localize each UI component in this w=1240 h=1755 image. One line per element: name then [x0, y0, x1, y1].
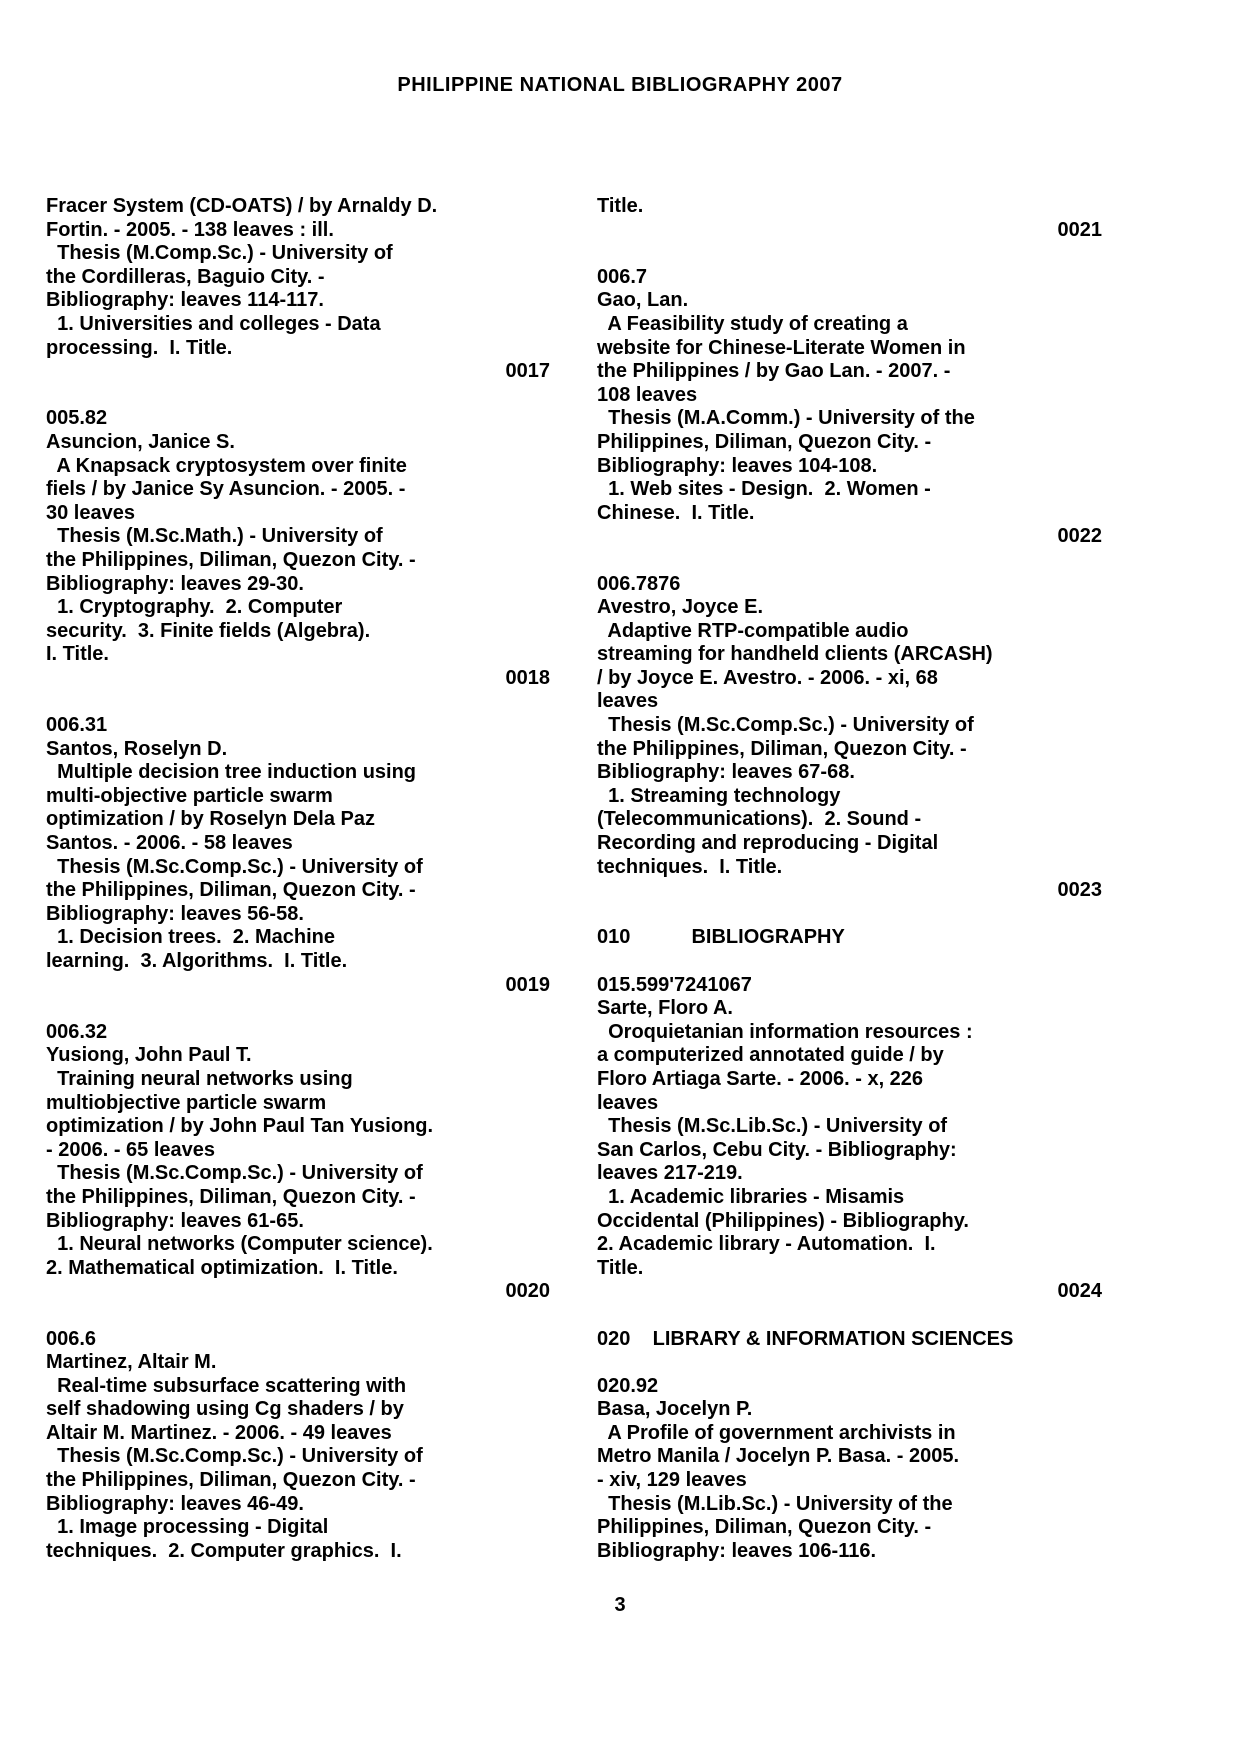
text-line: 1. Cryptography. 2. Computer [46, 596, 343, 619]
text-line: 108 leaves [597, 383, 698, 406]
text-line: a computerized annotated guide / by [597, 1044, 944, 1067]
entry-number: 0019 [505, 973, 550, 996]
text-line: Gao, Lan. [597, 289, 689, 312]
blank-line [46, 1304, 550, 1328]
text-line: the Cordilleras, Baguio City. - [46, 265, 325, 288]
text-line: Bibliography: leaves 104-108. [597, 454, 878, 477]
text-line: Santos, Roselyn D. [46, 737, 228, 760]
entry-number: 0020 [505, 1280, 550, 1303]
text-line: Bibliography: leaves 114-117. [46, 289, 324, 312]
text-line: 2. Academic library - Automation. I. [597, 1233, 936, 1256]
text-line: San Carlos, Cebu City. - Bibliography: [597, 1138, 957, 1161]
blank-line [46, 384, 550, 408]
text-line: 006.7 [597, 265, 648, 288]
text-line: - xiv, 129 leaves [597, 1469, 747, 1492]
text-line: Basa, Jocelyn P. [597, 1398, 753, 1421]
text-line: the Philippines, Diliman, Quezon City. - [597, 737, 967, 760]
text-line: Adaptive RTP-compatible audio [597, 619, 909, 642]
text-line: Yusiong, John Paul T. [46, 1044, 252, 1067]
blank-line [597, 1304, 1102, 1328]
text-line: Thesis (M.Sc.Comp.Sc.) - University of [597, 714, 974, 737]
text-line: 015.599'7241067 [597, 973, 752, 996]
text-line: leaves [597, 690, 659, 713]
entry-number: 0018 [505, 666, 550, 689]
text-line: Altair M. Martinez. - 2006. - 49 leaves [46, 1421, 392, 1444]
entry-number: 0024 [1057, 1280, 1102, 1303]
text-line: website for Chinese-Literate Women in [597, 336, 966, 359]
text-line: Bibliography: leaves 106-116. [597, 1539, 877, 1562]
text-line: Thesis (M.Sc.Math.) - University of [46, 525, 383, 548]
text-line: Martinez, Altair M. [46, 1351, 217, 1374]
text-line: Thesis (M.Sc.Lib.Sc.) - University of [597, 1115, 948, 1138]
text-line: security. 3. Finite fields (Algebra). [46, 619, 371, 642]
text-line: 1. Neural networks (Computer science). [46, 1233, 433, 1256]
text-line: optimization / by John Paul Tan Yusiong. [46, 1115, 434, 1138]
text-line: multi-objective particle swarm [46, 784, 333, 807]
text-line: processing. I. Title. [46, 336, 233, 359]
text-line: Avestro, Joyce E. [597, 596, 764, 619]
text-line: 006.32 [46, 1020, 108, 1043]
text-line: 1. Web sites - Design. 2. Women - [597, 478, 931, 501]
text-line: 1. Academic libraries - Misamis [597, 1185, 905, 1208]
text-line: 006.6 [46, 1327, 97, 1350]
text-line: techniques. 2. Computer graphics. I. [46, 1539, 402, 1562]
text-line: Bibliography: leaves 67-68. [597, 761, 855, 784]
text-line: the Philippines / by Gao Lan. - 2007. - [597, 360, 951, 383]
text-line: leaves [597, 1091, 659, 1114]
text-line: 1. Streaming technology [597, 784, 841, 807]
text-line: Thesis (M.Sc.Comp.Sc.) - University of [46, 855, 423, 878]
text-line: multiobjective particle swarm [46, 1091, 327, 1114]
text-line: Title. [597, 195, 644, 217]
entry-number: 0017 [505, 360, 550, 383]
text-line: streaming for handheld clients (ARCASH) [597, 643, 993, 666]
text-line: 30 leaves [46, 501, 135, 524]
text-line: 1. Decision trees. 2. Machine [46, 926, 336, 949]
text-line: the Philippines, Diliman, Quezon City. - [46, 879, 416, 902]
text-line: learning. 3. Algorithms. I. Title. [46, 950, 348, 972]
text-line: Bibliography: leaves 61-65. [46, 1209, 304, 1232]
text-line: 006.7876 [597, 572, 681, 595]
text-line: 006.31 [46, 714, 108, 737]
text-line: the Philippines, Diliman, Quezon City. - [46, 1469, 416, 1492]
text-line: Oroquietanian information resources : [597, 1020, 973, 1043]
text-line: Thesis (M.Sc.Comp.Sc.) - University of [46, 1445, 423, 1468]
text-line: optimization / by Roselyn Dela Paz [46, 808, 375, 831]
text-line: I. Title. [46, 643, 109, 666]
text-line: - 2006. - 65 leaves [46, 1138, 216, 1161]
text-line: Philippines, Diliman, Quezon City. - [597, 430, 932, 453]
text-line: Real-time subsurface scattering with [46, 1374, 407, 1397]
text-line: Training neural networks using [46, 1067, 353, 1090]
text-line: Asuncion, Janice S. [46, 430, 235, 453]
text-line: Bibliography: leaves 29-30. [46, 572, 304, 595]
blank-line [46, 997, 550, 1021]
text-line: (Telecommunications). 2. Sound - [597, 808, 922, 831]
text-line: Thesis (M.Lib.Sc.) - University of the [597, 1492, 953, 1515]
text-line: Bibliography: leaves 56-58. [46, 902, 304, 925]
text-line: Chinese. I. Title. [597, 501, 755, 524]
text-line: Fortin. - 2005. - 138 leaves : ill. [46, 218, 334, 241]
text-line: 020 LIBRARY & INFORMATION SCIENCES [597, 1327, 1014, 1350]
text-line: Thesis (M.A.Comm.) - University of the [597, 407, 975, 430]
text-line: Title. [597, 1256, 644, 1279]
blank-line [46, 690, 550, 714]
text-line: 005.82 [46, 407, 108, 430]
text-line: the Philippines, Diliman, Quezon City. - [46, 548, 416, 571]
entry-number: 0022 [1057, 525, 1102, 548]
text-line: Recording and reproducing - Digital [597, 832, 939, 855]
text-line: self shadowing using Cg shaders / by [46, 1398, 404, 1421]
text-line: Santos. - 2006. - 58 leaves [46, 832, 293, 855]
blank-line [597, 1351, 1102, 1375]
text-line: Bibliography: leaves 46-49. [46, 1492, 304, 1515]
page-number: 3 [614, 1594, 626, 1616]
blank-line [597, 903, 1102, 927]
text-line: 2. Mathematical optimization. I. Title. [46, 1256, 398, 1279]
blank-line [597, 950, 1102, 974]
text-line: / by Joyce E. Avestro. - 2006. - xi, 68 [597, 666, 938, 689]
text-line: Thesis (M.Comp.Sc.) - University of [46, 242, 393, 265]
entry-number: 0021 [1057, 218, 1102, 241]
text-line: Occidental (Philippines) - Bibliography. [597, 1209, 969, 1232]
text-line: Floro Artiaga Sarte. - 2006. - x, 226 [597, 1067, 924, 1090]
text-line: the Philippines, Diliman, Quezon City. - [46, 1185, 416, 1208]
right-column [597, 195, 1102, 1563]
left-column [46, 195, 550, 1563]
text-line: 010 BIBLIOGRAPHY [597, 926, 845, 949]
text-line: leaves 217-219. [597, 1162, 743, 1185]
text-line: 020.92 [597, 1374, 659, 1397]
text-line: Thesis (M.Sc.Comp.Sc.) - University of [46, 1162, 423, 1185]
text-line: A Feasibility study of creating a [597, 312, 908, 335]
text-line: techniques. I. Title. [597, 855, 783, 878]
text-line: A Knapsack cryptosystem over finite [46, 454, 407, 477]
text-line: A Profile of government archivists in [597, 1421, 956, 1444]
text-line: 1. Image processing - Digital [46, 1516, 329, 1539]
entry-number: 0023 [1057, 879, 1102, 902]
text-line: Metro Manila / Jocelyn P. Basa. - 2005. [597, 1445, 960, 1468]
text-line: Philippines, Diliman, Quezon City. - [597, 1516, 932, 1539]
text-line: fiels / by Janice Sy Asuncion. - 2005. - [46, 478, 406, 501]
blank-line [597, 242, 1102, 266]
text-line: Fracer System (CD-OATS) / by Arnaldy D. [46, 195, 438, 217]
text-line: 1. Universities and colleges - Data [46, 312, 381, 335]
text-line: Sarte, Floro A. [597, 997, 733, 1020]
blank-line [597, 549, 1102, 573]
text-line: Multiple decision tree induction using [46, 761, 417, 784]
running-header: PHILIPPINE NATIONAL BIBLIOGRAPHY 2007 [397, 74, 843, 96]
